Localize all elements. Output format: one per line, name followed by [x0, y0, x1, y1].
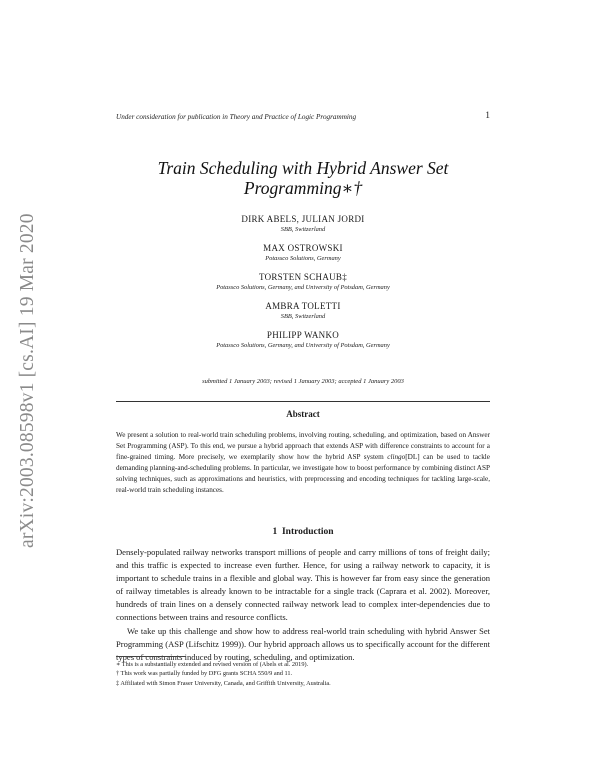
author-list [116, 213, 490, 358]
title-line-2: Programming∗† [243, 178, 363, 198]
arxiv-identifier-stamp: arXiv:2003.08598v1 [cs.AI] 19 Mar 2020 [17, 213, 38, 548]
author-block [116, 329, 490, 351]
submission-history: submitted 1 January 2003; revised 1 January 2003; accepted 1 January 2003 [202, 378, 404, 385]
page-number: 1 [485, 111, 490, 121]
author-name: DIRK ABELS, JULIAN JORDI [241, 214, 365, 224]
author-name: PHILIPP WANKO [266, 330, 340, 340]
author-name: TORSTEN SCHAUB‡ [258, 272, 348, 282]
author-block [116, 242, 490, 264]
paragraph: Densely-populated railway networks transport millions of people and carry millions of tons of freight daily; and this traffic is expected to increase even further. Hence, for using a railway network to capacity, it is important to schedule trains in a flexible and global way. This is however far from easy since the generation of railway timetables is already known to be intractable for a single track (Caprara et al. 2002). Moreover, hundreds of train lines on a densely connected railway network lead to complex inter-dependencies due to connections between trains and resource conflicts. [116, 547, 490, 623]
system-name: clingo [387, 452, 406, 461]
author-block [116, 300, 490, 322]
abstract-body [116, 430, 490, 495]
running-head-text: Under consideration for publication in Theory and Practice of Logic Programming [116, 113, 357, 121]
footnote: ‡ Affiliated with Simon Fraser University, Canada, and Griffith University, Australia. [116, 679, 331, 687]
abstract-heading: Abstract [286, 409, 320, 419]
author-affiliation: Potassco Solutions, Germany, and University of Potsdam, Germany [216, 284, 390, 291]
footnote: ∗ This is a substantially extended and revised version of (Abels et al. 2019). [116, 661, 309, 668]
author-affiliation: SBB, Switzerland [280, 313, 326, 320]
author-block [116, 213, 490, 235]
section-heading-introduction [116, 527, 490, 537]
abstract-top-rule [116, 401, 490, 402]
author-affiliation: SBB, Switzerland [280, 226, 326, 233]
author-block [116, 271, 490, 293]
running-head [116, 113, 490, 121]
title-line-1: Train Scheduling with Hybrid Answer Set [157, 158, 449, 178]
introduction-body [116, 546, 490, 664]
paper-title [116, 158, 490, 198]
abstract-text-part-1: We present a solution to real-world train scheduling problems, involving routing, scheduling, and optimization, based on Answer Set Programming (ASP). To this end, we pursue a hybrid approach that extends ASP with difference constraints to account for a fine-grained timing. More precisely, we exemplarily show how the hybrid ASP system [116, 431, 490, 461]
author-name: AMBRA TOLETTI [265, 301, 341, 311]
author-name: MAX OSTROWSKI [263, 243, 343, 253]
abstract-text-part-2: [DL] can be used to tackle demanding planning-and-scheduling problems. In particular, we investigate how to boost performance by combining distinct ASP solving techniques, such as approximations and heuristics, with preprocessing and encoding techniques for tackling large-scale, real-world train scheduling instances. [116, 452, 490, 494]
footnote: † This work was partially funded by DFG grants SCHA 550/9 and 11. [116, 670, 293, 678]
author-affiliation: Potassco Solutions, Germany, and University of Potsdam, Germany [216, 342, 390, 349]
section-title: Introduction [281, 527, 334, 537]
footnote-rule [116, 656, 186, 657]
author-affiliation: Potassco Solutions, Germany [265, 255, 341, 262]
paragraph: We take up this challenge and show how to address real-world train scheduling with hybrid Answer Set Programming (ASP (Lifschitz 1999)). Our hybrid approach allows us to specifically account for the different types of constraints induced by routing, scheduling, and optimization. [116, 625, 490, 662]
section-number: 1 [272, 527, 278, 537]
footnotes [116, 656, 490, 688]
